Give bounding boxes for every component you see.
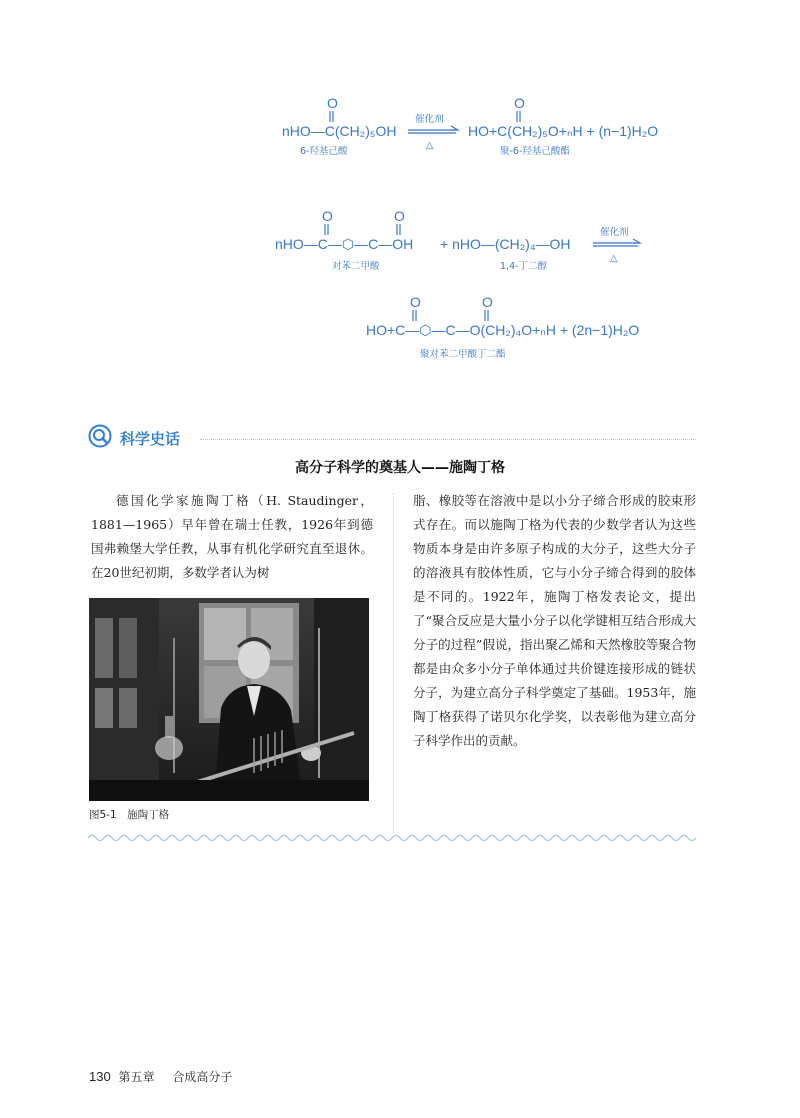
chapter-number: 第五章 — [118, 1070, 155, 1084]
eq1-reactant: nHO—C(CH₂)₅OH — [282, 123, 397, 139]
eq1-product: HO+C(CH₂)₅O+ₙH + (n−1)H₂O — [468, 123, 659, 139]
svg-text:O: O — [322, 208, 333, 224]
eq1-reactant-label: 6-羟基己酸 — [300, 146, 348, 157]
eq2-product: HO+C—⬡—C—O(CH₂)₄O+ₙH + (2n−1)H₂O — [366, 322, 640, 338]
eq2-heat: △ — [610, 253, 618, 264]
staudinger-photo — [89, 598, 369, 801]
eq2-catalyst: 催化剂 — [600, 227, 629, 238]
section-bottom-border — [88, 832, 696, 844]
svg-text:O: O — [482, 294, 493, 310]
magnifier-icon — [88, 424, 114, 450]
article-title: 高分子科学的奠基人——施陶丁格 — [295, 460, 505, 476]
section-divider — [200, 439, 696, 440]
figure-caption: 图5-1 施陶丁格 — [89, 809, 170, 821]
article-right-paragraph: 脂、橡胶等在溶液中是以小分子缔合形成的胶束形式存在。而以施陶丁格为代表的少数学者认为这些物质本身是由许多原子构成的大分子，这些大分子的溶液具有胶体性质，它与小分子缔合得到的胶体是不同的。1922年，施陶丁格发表论文，提出了“聚合反应是大量小分子以化学键相互结合形成大分子的过程”假说，指出聚乙烯和天然橡胶等聚合物都是由众多小分子单体通过共价键连接形成的链状分子，为建立高分子科学奠定了基础。1953年，施陶丁格获得了诺贝尔化学奖，以表彰他为建立高分子科学作出的贡献。 — [413, 493, 696, 748]
eq2-reactant2-label: 1,4-丁二醇 — [500, 261, 548, 272]
eq2-reactant1-label: 对苯二甲酸 — [332, 261, 380, 272]
eq1-product-label: 聚-6-羟基己酸酯 — [500, 146, 570, 157]
section-title: 科学史话 — [120, 430, 181, 448]
section-header — [88, 424, 696, 454]
svg-text:O: O — [327, 95, 338, 111]
equation-1 — [270, 92, 710, 172]
eq2-product-label: 聚对苯二甲酸丁二酯 — [420, 349, 506, 360]
svg-text:O: O — [410, 294, 421, 310]
svg-text:O: O — [514, 95, 525, 111]
page-footer — [89, 1068, 232, 1085]
article-left-paragraph: 德国化学家施陶丁格（H. Staudinger，1881—1965）早年曾在瑞士任教，1926年到德国弗赖堡大学任教，从事有机化学研究直至退休。在20世纪初期，多数学者认为树 — [91, 493, 373, 580]
svg-text:O: O — [394, 208, 405, 224]
eq1-heat: △ — [426, 140, 434, 151]
eq2-reactant1: nHO—C—⬡—C—OH — [275, 236, 414, 252]
eq1-catalyst: 催化剂 — [415, 114, 444, 125]
eq2-reactant2: + nHO—(CH₂)₄—OH — [440, 236, 571, 252]
equation-2 — [270, 205, 710, 375]
chapter-title: 合成高分子 — [172, 1070, 233, 1084]
column-divider — [393, 493, 394, 833]
page-number: 130 — [89, 1069, 111, 1084]
